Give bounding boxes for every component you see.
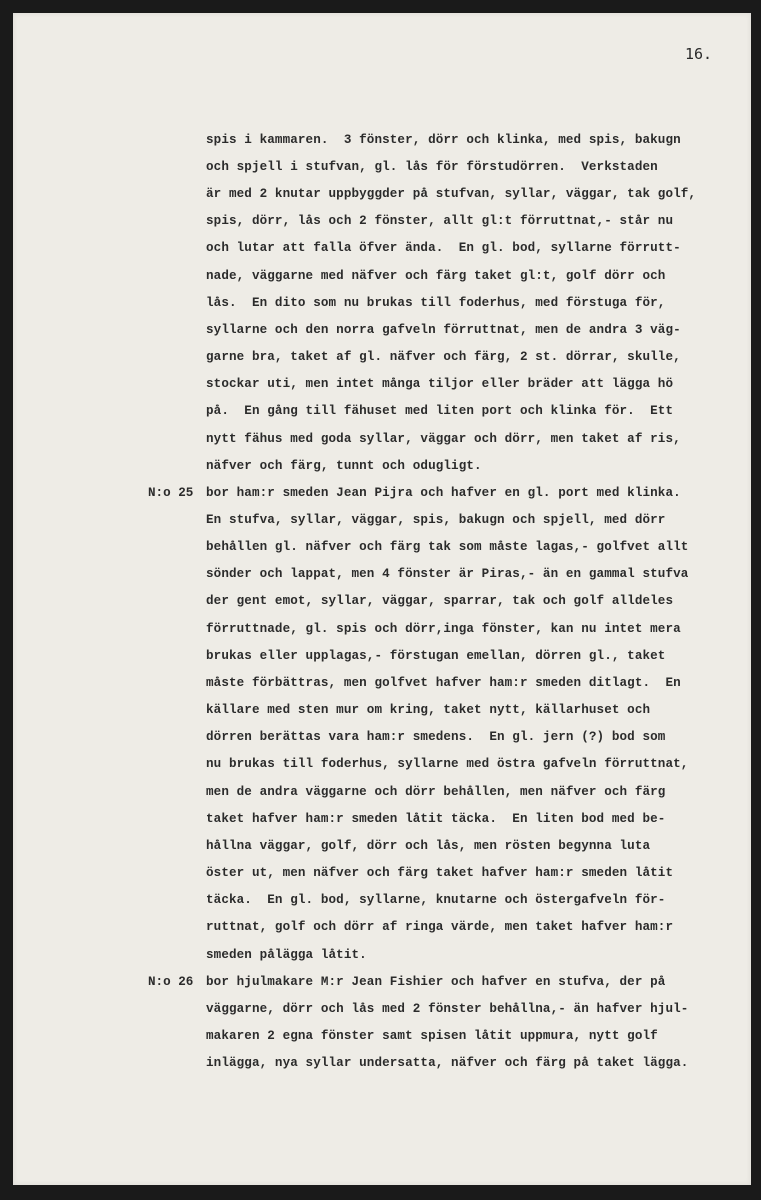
text-line: på. En gång till fähuset med liten port och klinka för. Ett [206,404,674,418]
text-line: smeden pålägga låtit. [206,948,367,962]
text-line: spis, dörr, lås och 2 fönster, allt gl:t förruttnat,- står nu [206,214,674,228]
text-line: makaren 2 egna fönster samt spisen låtit uppmura, nytt golf [206,1029,658,1043]
text-line: behållen gl. näfver och färg tak som måste lagas,- golfvet allt [206,540,689,554]
text-line: väggarne, dörr och lås med 2 fönster behållna,- än hafver hjul- [206,1002,689,1016]
text-line: garne bra, taket af gl. näfver och färg, 2 st. dörrar, skulle, [206,350,681,364]
text-line: taket hafver ham:r smeden låtit täcka. En liten bod med be- [206,812,666,826]
entry-number: N:o 26 [148,975,194,989]
text-line: källare med sten mur om kring, taket nytt, källarhuset och [206,703,651,717]
text-line: spis i kammaren. 3 fönster, dörr och klinka, med spis, bakugn [206,133,681,147]
text-line: öster ut, men näfver och färg taket hafver ham:r smeden låtit [206,866,674,880]
text-line: hållna väggar, golf, dörr och lås, men rösten begynna luta [206,839,651,853]
text-line: näfver och färg, tunnt och odugligt. [206,459,482,473]
text-line: täcka. En gl. bod, syllarne, knutarne och östergafveln för- [206,893,666,907]
text-line: och spjell i stufvan, gl. lås för förstudörren. Verkstaden [206,160,658,174]
text-line: men de andra väggarne och dörr behållen, men näfver och färg [206,785,666,799]
text-line: stockar uti, men intet många tiljor eller bräder att lägga hö [206,377,674,391]
page-number: 16. [685,45,713,63]
text-line: dörren berättas vara ham:r smedens. En gl. jern (?) bod som [206,730,666,744]
entry-number: N:o 25 [148,486,194,500]
text-line: der gent emot, syllar, väggar, sparrar, tak och golf alldeles [206,594,674,608]
text-line: sönder och lappat, men 4 fönster är Piras,- än en gammal stufva [206,567,689,581]
text-line: bor hjulmakare M:r Jean Fishier och hafver en stufva, der på [206,975,666,989]
text-line: nytt fähus med goda syllar, väggar och dörr, men taket af ris, [206,432,681,446]
text-line: ruttnat, golf och dörr af ringa värde, men taket hafver ham:r [206,920,674,934]
text-line: nu brukas till foderhus, syllarne med östra gafveln förruttnat, [206,757,689,771]
text-line: och lutar att falla öfver ända. En gl. bod, syllarne förrutt- [206,241,681,255]
text-line: nade, väggarne med näfver och färg taket gl:t, golf dörr och [206,269,666,283]
text-line: lås. En dito som nu brukas till foderhus, med förstuga för, [206,296,666,310]
text-line: bor ham:r smeden Jean Pijra och hafver en gl. port med klinka. [206,486,681,500]
text-line: förruttnade, gl. spis och dörr,inga fönster, kan nu intet mera [206,622,681,636]
text-line: En stufva, syllar, väggar, spis, bakugn och spjell, med dörr [206,513,666,527]
text-line: syllarne och den norra gafveln förruttnat, men de andra 3 väg- [206,323,681,337]
text-line: är med 2 knutar uppbyggder på stufvan, syllar, väggar, tak golf, [206,187,697,201]
text-line: måste förbättras, men golfvet hafver ham:r smeden ditlagt. En [206,676,681,690]
text-line: brukas eller upplagas,- förstugan emellan, dörren gl., taket [206,649,666,663]
document-page [13,13,751,1185]
text-line: inlägga, nya syllar undersatta, näfver och färg på taket lägga. [206,1056,689,1070]
